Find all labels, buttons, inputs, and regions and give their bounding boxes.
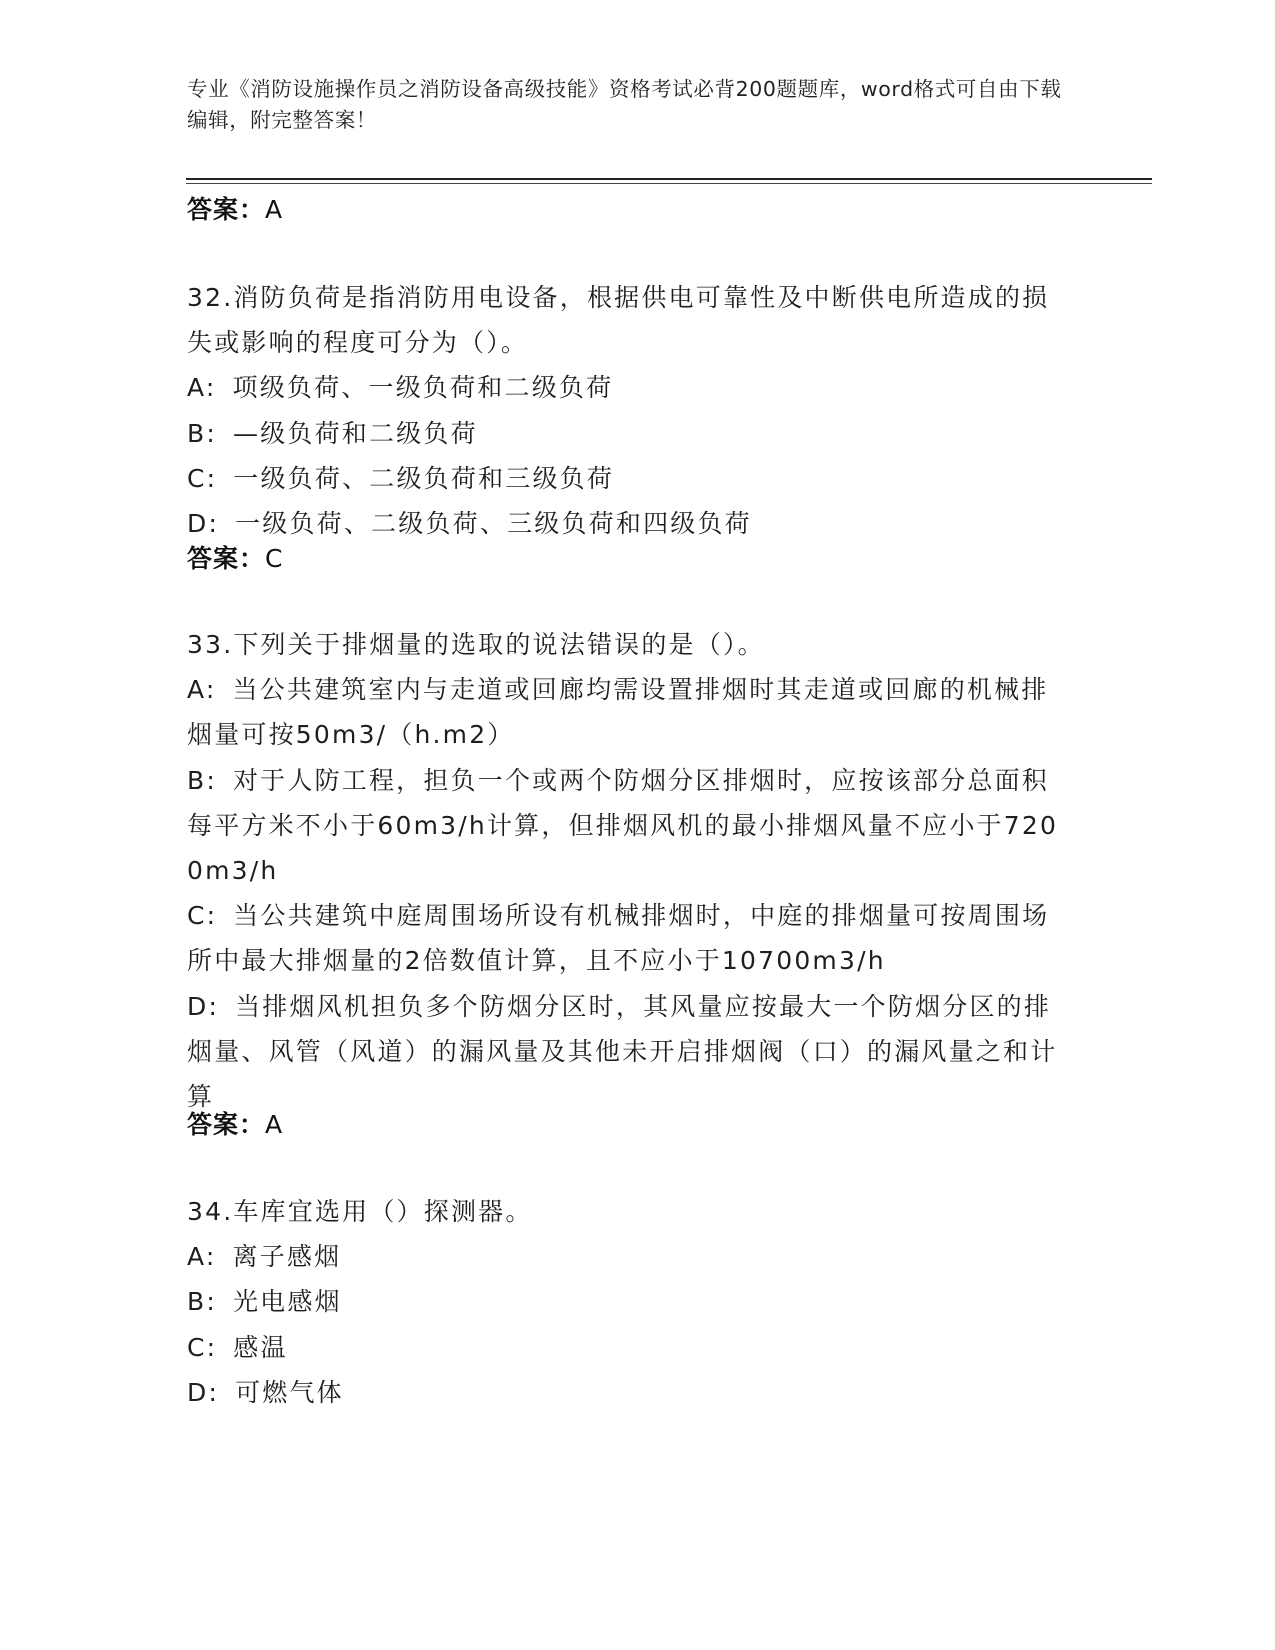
option-b [187,411,1087,456]
question-34 [187,1189,1087,1415]
option-c [187,456,1087,501]
document-header: 专业《消防设施操作员之消防设备高级技能》资格考试必背200题题库，word格式可自由下载编辑，附完整答案！ [187,77,1062,132]
option-d [187,1370,1087,1415]
option-key: A: [187,675,217,705]
header-divider-thick [186,178,1152,180]
option-key: D: [187,991,220,1021]
option-key: A: [187,1242,217,1272]
option-text: 可燃气体 [235,1377,344,1407]
option-text: 当公共建筑中庭周围场所设有机械排烟时，中庭的排烟量可按周围场所中最大排烟量的2倍数值计算，且不应小于10700m3/h [187,901,1050,976]
answer-32 [187,536,1087,581]
option-text: 一级负荷、二级负荷、三级负荷和四级负荷 [235,509,752,539]
answer-value: A [265,1110,284,1139]
option-text: 离子感烟 [232,1242,342,1272]
option-text: 光电感烟 [232,1287,342,1317]
option-b [187,1279,1087,1324]
option-key: C: [187,1332,218,1362]
question-stem: 34.车库宜选用（）探测器。 [187,1197,533,1226]
option-a [187,667,1067,757]
answer-label: 答案： [187,544,266,573]
option-key: C: [187,901,218,931]
option-c [187,1325,1087,1370]
answer-label: 答案： [187,195,266,224]
option-text: 项级负荷、一级负荷和二级负荷 [232,373,614,403]
question-32 [187,275,1087,546]
option-a [187,1234,1087,1279]
option-c [187,893,1067,983]
question-stem: 32.消防负荷是指消防用电设备，根据供电可靠性及中断供电所造成的损失或影响的程度可分为（）。 [187,283,1050,358]
answer-label: 答案： [187,1110,266,1139]
option-text: 一级负荷、二级负荷和三级负荷 [233,463,615,493]
option-text: 感温 [233,1332,288,1362]
answer-value: A [265,195,284,224]
answer-31 [187,187,1087,232]
option-text: —级负荷和二级负荷 [232,418,478,448]
option-text: 当排烟风机担负多个防烟分区时，其风量应按最大一个防烟分区的排烟量、风管（风道）的漏风量及其他未开启排烟阀（口）的漏风量之和计算 [187,991,1058,1112]
answer-value: C [265,544,284,573]
option-text: 对于人防工程，担负一个或两个防烟分区排烟时，应按该部分总面积每平方米不小于60m3/h计算，但排烟风机的最小排烟风量不应小于7200m3/h [187,765,1059,886]
option-key: A: [187,373,217,403]
option-a [187,365,1087,410]
answer-33 [187,1102,1087,1147]
question-33 [187,622,1087,1119]
header-divider-thin [186,183,1152,184]
option-text: 当公共建筑室内与走道或回廊均需设置排烟时其走道或回廊的机械排烟量可按50m3/（h.m2） [187,675,1049,750]
option-key: C: [187,463,218,493]
option-key: B: [187,418,217,448]
question-stem: 33.下列关于排烟量的选取的说法错误的是（）。 [187,630,765,659]
option-b [187,758,1067,894]
option-key: B: [187,765,217,795]
option-key: D: [187,509,220,539]
option-key: B: [187,1287,217,1317]
option-key: D: [187,1377,220,1407]
option-d [187,984,1067,1120]
